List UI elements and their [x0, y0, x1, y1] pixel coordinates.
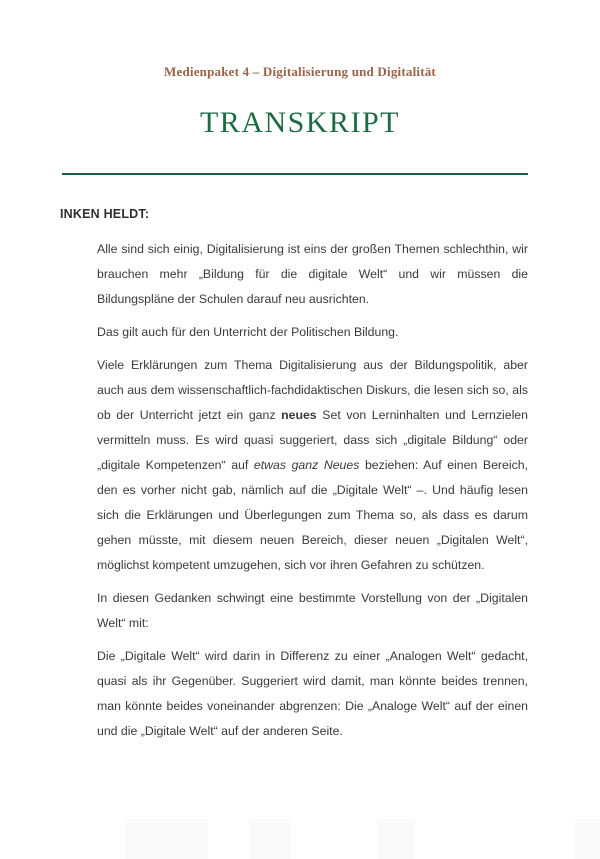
next-page-bleed-band [125, 819, 208, 859]
paragraph-3-bold-emphasis: neues [281, 407, 317, 422]
document-header: Medienpaket 4 – Digitalisierung und Digitalität [164, 64, 436, 79]
next-page-bleed [0, 819, 600, 859]
paragraph-3 [97, 353, 528, 578]
paragraph-3-text-c: beziehen: Auf einen Bereich, den es vorher nicht gab, nämlich auf die „Digitale Welt“ –. Und häufig lesen sich die Erklärungen und Überlegungen zum Thema so, als dass es darum gehen müsste, mit diesem neuen Bereich, dieser neuen „Digitalen Welt“, möglichst kompetent umzugehen, sich vor ihren Gefahren zu schützen. [97, 457, 528, 572]
next-page-bleed-band [575, 819, 600, 859]
paragraph-1: Alle sind sich einig, Digitalisierung ist eins der großen Themen schlechthin, wir brauchen mehr „Bildung für die digitale Welt“ und wir müssen die Bildungspläne der Schulen darauf neu ausrichten. [97, 241, 528, 306]
next-page-bleed-band [377, 819, 415, 859]
document-title: TRANSKRIPT [199, 106, 401, 139]
paragraph-4: In diesen Gedanken schwingt eine bestimmte Vorstellung von der „Digitalen Welt“ mit: [97, 590, 528, 630]
paragraph-2: Das gilt auch für den Unterricht der Politischen Bildung. [97, 324, 399, 339]
transcript-body [97, 237, 528, 744]
paragraph-5: Die „Digitale Welt“ wird darin in Differenz zu einer „Analogen Welt“ gedacht, quasi als ihr Gegenüber. Suggeriert wird damit, man könnte beides trennen, man könnte beides voneinander abgrenzen: Die „Analoge Welt“ auf der einen und die „Digitale Welt“ auf der anderen Seite. [97, 648, 528, 738]
paragraph-3-text-b: Set von Lerninhalten und Lernzielen vermitteln muss. Es wird quasi suggeriert, dass sich „digitale Bildung“ oder „digitale Kompetenzen“ auf [97, 407, 528, 472]
paragraph-3-text-a: Viele Erklärungen zum Thema Digitalisierung aus der Bildungspolitik, aber auch aus dem wissenschaftlich-fachdidaktischen Diskurs, die lesen sich so, als ob der Unterricht jetzt ein ganz [97, 357, 528, 422]
paragraph-3-italic-emphasis: etwas ganz Neues [253, 457, 360, 472]
divider-rule [62, 173, 528, 175]
speaker-label: INKEN HELDT: [60, 206, 150, 221]
next-page-bleed-band [249, 819, 291, 859]
